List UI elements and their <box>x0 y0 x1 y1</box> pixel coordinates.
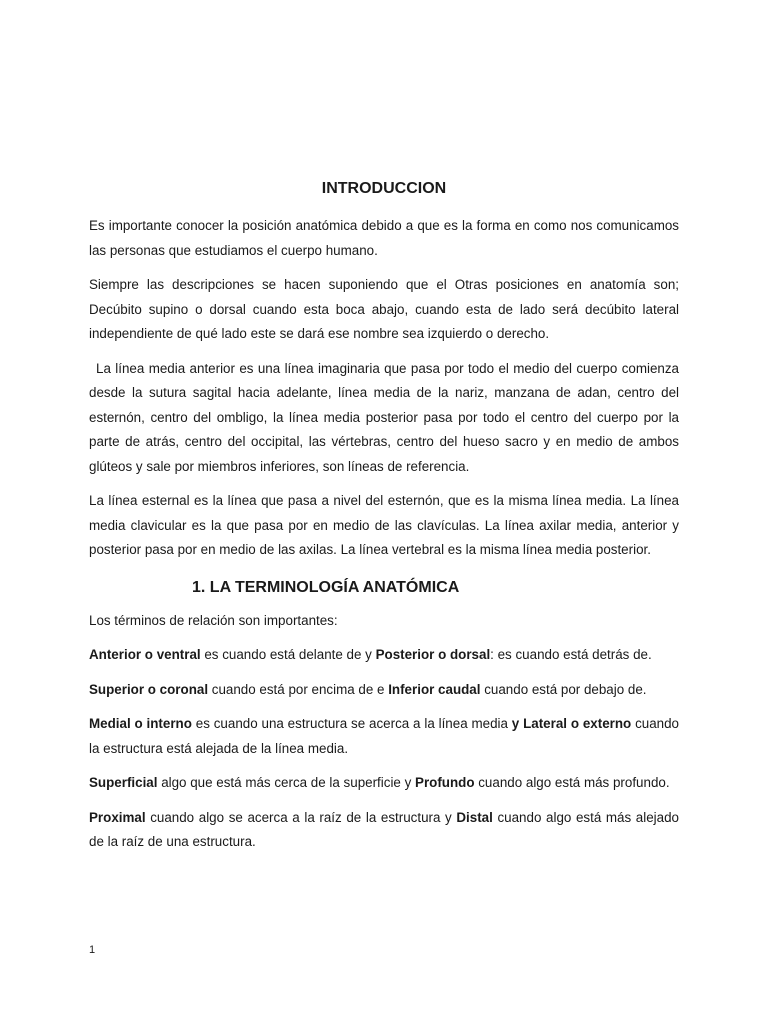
term-superior-inferior <box>89 678 679 703</box>
term-1-text-b: : es cuando está detrás de. <box>490 647 652 662</box>
term-5-a: Proximal <box>89 809 146 825</box>
page-number: 1 <box>89 944 96 956</box>
term-medial-lateral <box>89 712 679 761</box>
section-title: 1. LA TERMINOLOGÍA ANATÓMICA <box>192 578 460 596</box>
term-2-a: Superior o coronal <box>89 681 209 697</box>
term-3-text-b: cuando la estructura está alejada de la línea media. <box>89 716 680 756</box>
section-intro: Los términos de relación son importantes: <box>89 612 338 628</box>
term-2-text-a: cuando está por encima de e <box>208 681 389 697</box>
term-4-a: Superficial <box>89 775 158 790</box>
term-3-a: Medial o interno <box>89 716 192 731</box>
paragraph-4: La línea esternal es la línea que pasa a nivel del esternón, que es la misma línea media. La línea media clavicular es la que pasa por en medio de las clavículas. La línea axilar media, anterior y posterior pasa por en medio de las axilas. La línea vertebral es la misma línea media posterior. <box>89 493 679 557</box>
paragraph-1: Es importante conocer la posición anatómica debido a que es la forma en como nos comunicamos las personas que estudiamos el cuerpo humano. <box>89 218 679 258</box>
term-3-text-a: es cuando una estructura se acerca a la línea media <box>191 716 512 731</box>
term-3-b: y Lateral o externo <box>511 716 632 731</box>
paragraph-2: Siempre las descripciones se hacen suponiendo que el Otras posiciones en anatomía son; Decúbito supino o dorsal cuando esta boca abajo, cuando esta de lado será decúbito lateral independiente de qué lado este se dará ese nombre sea izquierdo o derecho. <box>89 277 679 341</box>
term-anterior-posterior <box>89 643 679 668</box>
term-proximal-distal <box>89 806 679 855</box>
term-4-text-a: algo que está más cerca de la superficie y <box>157 775 416 790</box>
term-5-b: Distal <box>456 809 493 825</box>
term-1-b: Posterior o dorsal <box>375 647 491 662</box>
term-5-text-a: cuando algo se acerca a la raíz de la estructura y <box>145 809 457 825</box>
term-1-text-a: es cuando está delante de y <box>200 647 376 662</box>
term-5-text-b: cuando algo está más alejado de la raíz de una estructura. <box>89 809 679 849</box>
page-content <box>89 180 679 865</box>
term-4-text-b: cuando algo está más profundo. <box>474 775 670 790</box>
term-superficial-profundo <box>89 771 679 796</box>
term-2-text-b: cuando está por debajo de. <box>480 681 647 697</box>
term-1-a: Anterior o ventral <box>89 647 201 662</box>
page-title: INTRODUCCION <box>321 180 447 197</box>
paragraph-3: La línea media anterior es una línea imaginaria que pasa por todo el medio del cuerpo comienza desde la sutura sagital hacia adelante, línea media de la nariz, manzana de adan, centro del esternón, centro del ombligo, la línea media posterior pasa por todo el centro del cuerpo por la parte de atrás, centro del occipital, las vértebras, centro del hueso sacro y en medio de ambos glúteos y sale por miembros inferiores, son líneas de referencia. <box>89 360 679 474</box>
term-4-b: Profundo <box>415 775 475 790</box>
term-2-b: Inferior caudal <box>388 681 481 697</box>
